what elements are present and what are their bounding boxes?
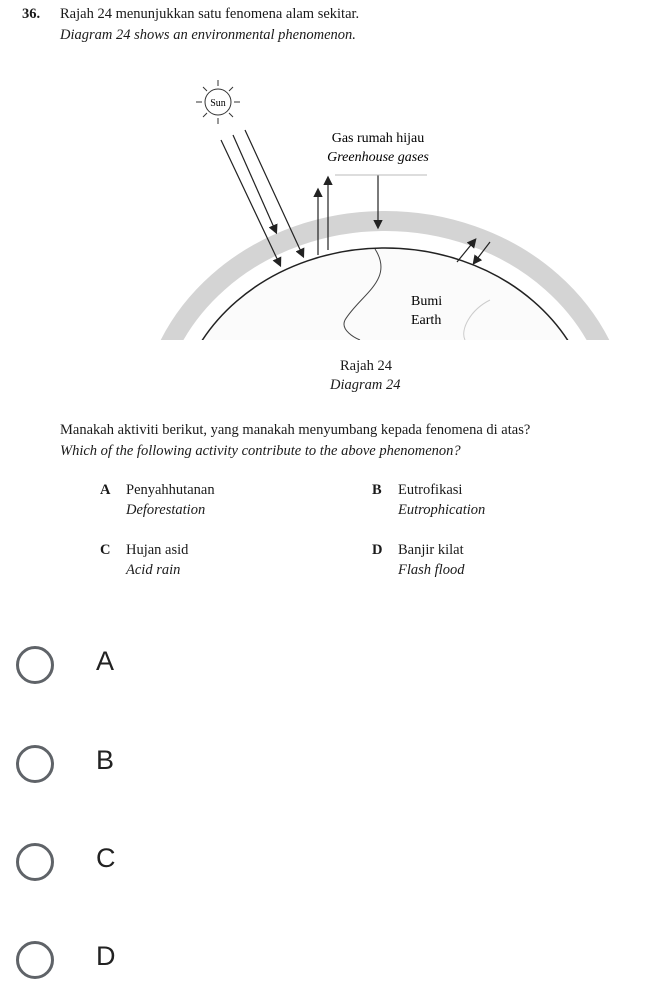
answer-label-a[interactable]: A (96, 646, 115, 676)
prompt-english: Which of the following activity contribute to the above phenomenon? (60, 443, 461, 459)
caption-malay: Rajah 24 (340, 358, 392, 374)
question-number: 36. (22, 6, 41, 22)
radio-answer-b[interactable] (16, 745, 54, 783)
quiz-page: 36. Rajah 24 menunjukkan satu fenomena alam sekitar. Diagram 24 shows an environmental phenomenon. Sun Gas rumah hijau Greenhouse gases Bumi Earth Rajah 24 Diagram 24 Manakah aktiviti berikut, yang manakah menyumbang kepada fenomena di atas? Which of the following activity contribute to the above phenomenon? A Penyahhutanan Deforestation B Eutrofikasi Eutrophication C Hujan asid Acid rain D Banjir kilat Flash flood A B C D (0, 0, 671, 995)
answer-label-c[interactable]: C (96, 843, 116, 873)
sun-icon (196, 80, 240, 124)
stem-english: Diagram 24 shows an environmental phenomenon. (60, 27, 356, 43)
svg-text:Sun: Sun (210, 98, 226, 109)
caption-english: Diagram 24 (330, 377, 401, 393)
earth-label-malay: Bumi (411, 294, 443, 309)
greenhouse-label-english: Greenhouse gases (327, 150, 429, 165)
stem-malay: Rajah 24 menunjukkan satu fenomena alam sekitar. (60, 6, 360, 22)
radio-answer-c[interactable] (16, 843, 54, 881)
radio-answer-a[interactable] (16, 646, 54, 684)
prompt-malay: Manakah aktiviti berikut, yang manakah menyumbang kepada fenomena di atas? (60, 422, 531, 438)
greenhouse-label-malay: Gas rumah hijau (331, 131, 425, 146)
answer-label-b[interactable]: B (96, 745, 115, 775)
earth-label-english: Earth (411, 313, 442, 328)
greenhouse-diagram (0, 0, 671, 360)
answer-label-d[interactable]: D (96, 941, 116, 971)
radio-answer-d[interactable] (16, 941, 54, 979)
